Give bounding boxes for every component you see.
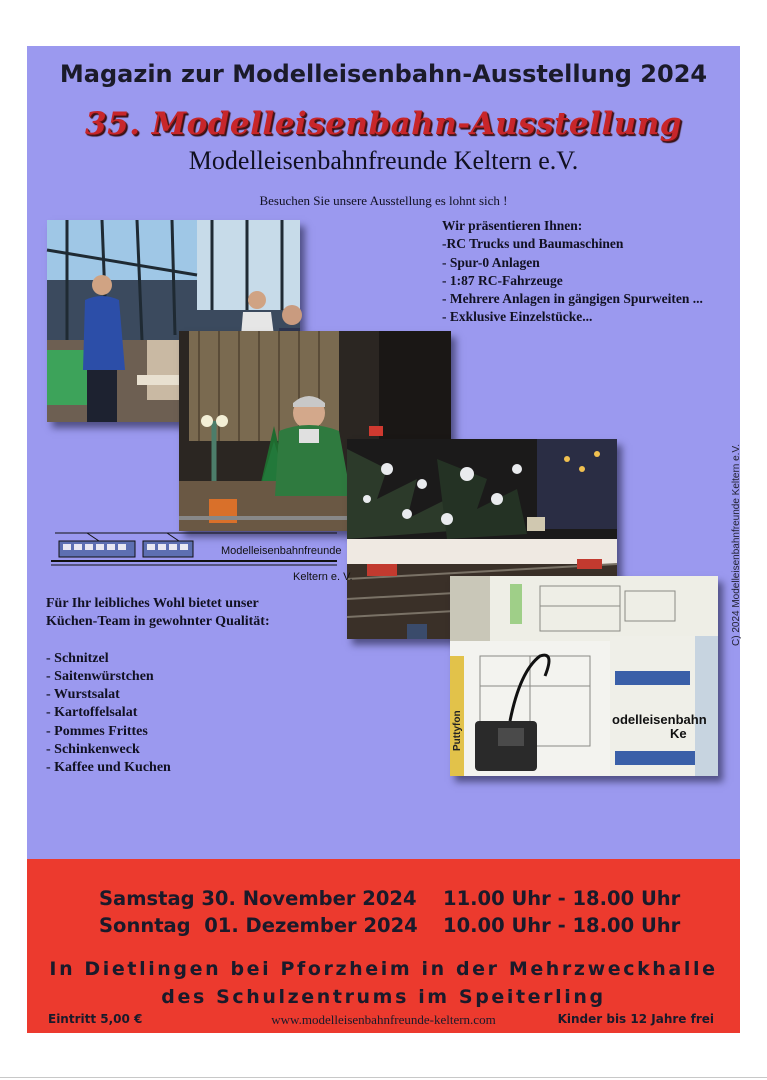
page-divider	[0, 1077, 767, 1078]
food-section	[46, 595, 346, 778]
offer-list	[442, 217, 742, 327]
photo-label: odelleisenbahn	[612, 712, 707, 727]
logo-club-sub: Keltern e. V.	[293, 571, 353, 583]
food-intro-line: Küchen-Team in gewohnter Qualität:	[46, 614, 270, 630]
offer-item: - Exklusive Einzelstücke...	[442, 309, 593, 325]
offer-item: - Spur-0 Anlagen	[442, 254, 540, 270]
poster	[27, 46, 740, 1033]
footer-row	[27, 1012, 740, 1030]
website-link[interactable]: www.modelleisenbahnfreunde-keltern.com	[271, 1012, 496, 1027]
entry-fee: Eintritt 5,00 €	[48, 1012, 143, 1026]
offer-item: - 1:87 RC-Fahrzeuge	[442, 272, 563, 288]
copyright-note: C) 2024 Modelleisenbahnfreunde Keltern e.V.	[731, 444, 742, 646]
food-item: - Kaffee und Kuchen	[46, 760, 171, 776]
photo-label: Puttyfon	[452, 710, 463, 751]
food-list	[46, 650, 346, 778]
event-dates	[99, 885, 680, 939]
offer-heading: Wir präsentieren Ihnen:	[442, 218, 583, 233]
visit-invitation: Besuchen Sie unsere Ausstellung es lohnt sich !	[259, 193, 508, 208]
food-item: - Schnitzel	[46, 650, 109, 666]
food-item: - Schinkenweck	[46, 742, 140, 758]
food-item: - Saitenwürstchen	[46, 668, 154, 684]
photo-track-plans	[450, 576, 718, 776]
event-time: 10.00 Uhr - 18.00 Uhr	[443, 914, 681, 937]
food-item: - Kartoffelsalat	[46, 705, 138, 721]
kids-free-note: Kinder bis 12 Jahre frei	[557, 1012, 714, 1026]
event-day: Sonntag 01. Dezember 2024	[99, 914, 418, 937]
date-row	[99, 912, 680, 939]
magazine-title: Magazin zur Modelleisenbahn-Ausstellung 2024	[59, 60, 708, 88]
offer-item: - Mehrere Anlagen in gängigen Spurweiten ...	[442, 291, 703, 307]
food-item: - Wurstsalat	[46, 687, 120, 703]
club-name: Modelleisenbahnfreunde Keltern e.V.	[188, 146, 579, 175]
event-time: 11.00 Uhr - 18.00 Uhr	[443, 887, 681, 910]
event-day: Samstag 30. November 2024	[99, 887, 417, 910]
club-logo	[47, 529, 353, 584]
food-intro	[46, 595, 346, 632]
location-line: des Schulzentrums im Speiterling	[161, 986, 606, 1008]
event-location	[27, 955, 740, 1011]
food-item: - Pommes Frittes	[46, 723, 148, 739]
offer-item: -RC Trucks und Baumaschinen	[442, 236, 624, 252]
photo-label: Ke	[670, 726, 687, 741]
food-intro-line: Für Ihr leibliches Wohl bietet unser	[46, 596, 259, 611]
exhibition-title: 35. Modelleisenbahn-Ausstellung	[85, 106, 682, 142]
logo-club-name: Modelleisenbahnfreunde	[221, 545, 342, 557]
event-info-band	[27, 859, 740, 1033]
location-line: In Dietlingen bei Pforzheim in der Mehrzweckhalle	[49, 958, 718, 980]
date-row	[99, 885, 680, 912]
